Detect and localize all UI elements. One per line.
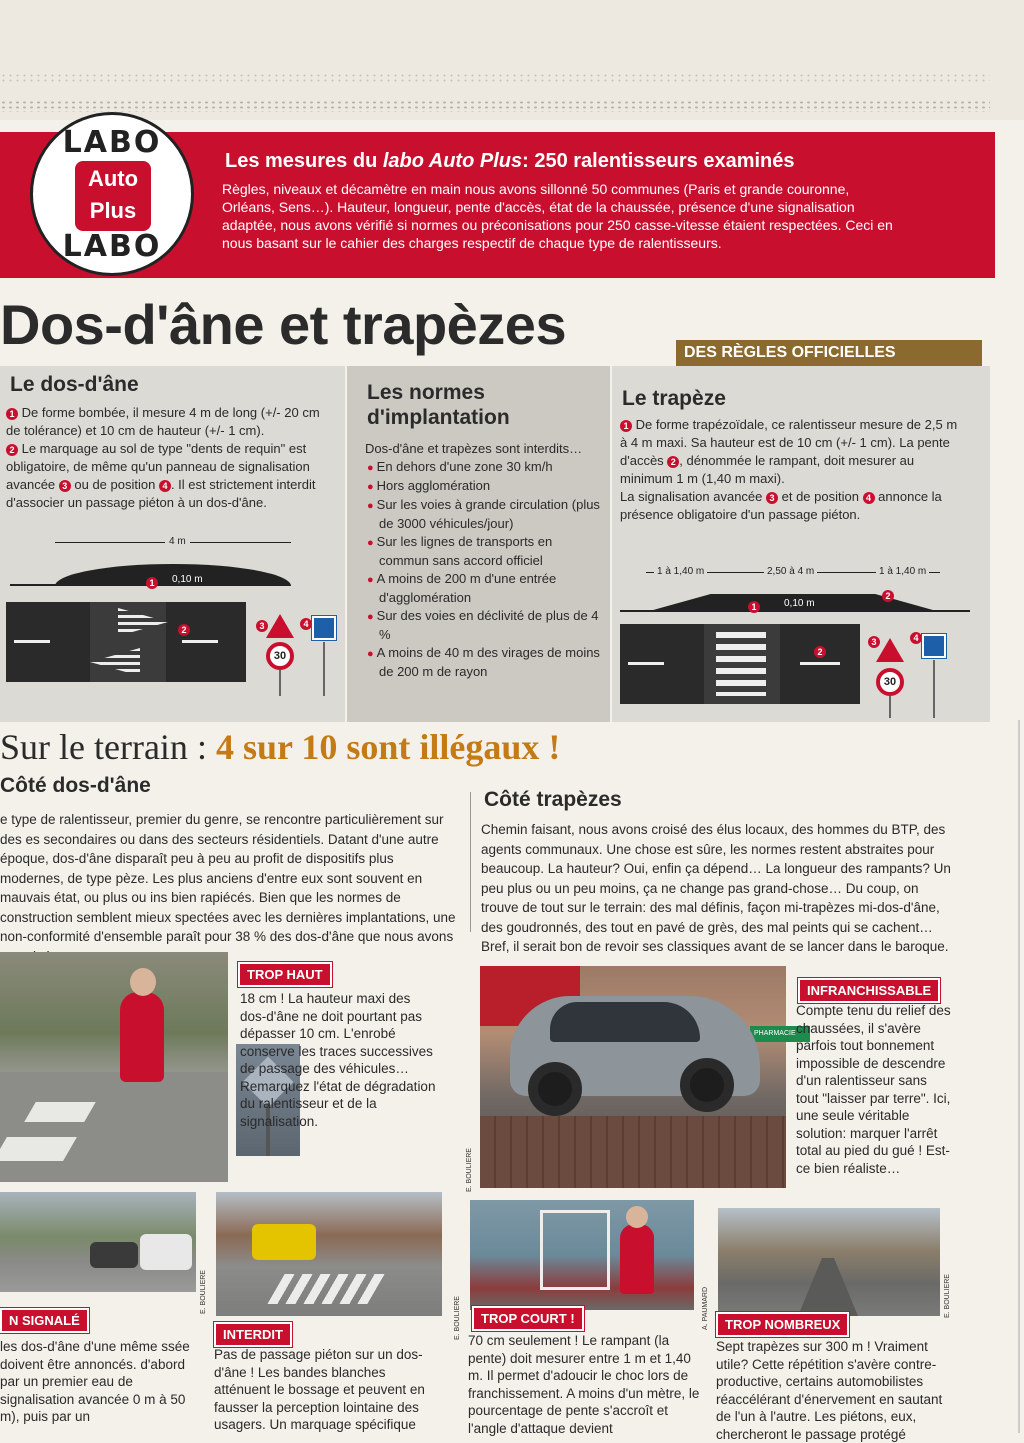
sign-post (279, 670, 281, 696)
photo-caption: Sept trapèzes sur 300 m ! Vraiment utile? Cette répétition s'avère contre-productive, certains automobilistes réaccélérant d'énervement en sautant de l'un à l'autre. Les piétons, eux, chercheront le passage protégé (716, 1339, 943, 1442)
barrier (540, 1210, 610, 1290)
photo-mal-signale (0, 1192, 196, 1292)
photo-trop-nombreux (718, 1208, 940, 1316)
section-title: Les normes d'implantation (367, 381, 510, 429)
logo-text: LABO (62, 229, 162, 264)
photo-caption: 70 cm seulement ! Le rampant (la pente) doit mesurer entre 1 m et 1,40 m. Il permet d'adoucir le choc lors de franchissement. A moins d'un mètre, le pourcentage de pente s'accroît et l'angle d'attaque devient (468, 1333, 700, 1436)
crosswalk-marking (267, 1274, 384, 1304)
sign-post (933, 660, 935, 718)
dimension-label: 1 à 1,40 m (654, 566, 707, 577)
photo-caption: 18 cm ! La hauteur maxi des dos-d'âne ne doit pourtant pas dépasser 10 cm. L'enrobé conserve les traces successives de passage des véhicules… Remarquez l'état de dégradation du ralentisseur et de la signalisation. (240, 991, 436, 1129)
banner-text: Règles, niveaux et décamètre en main nous avons sillonné 50 communes (Paris et grande couronne, Orléans, Sens…). Hauteur, longueur, pente d'accès, état de la chaussée, présence d'une signalisation adaptée, nous avons vérifié si normes ou préconisations pour 250 casse-vitesse étaient respectées. Ceci en nous basant sur le cahier des charges respectif de chaque type de ralentisseurs. (222, 181, 893, 251)
rules-badge: DES RÈGLES OFFICIELLES (676, 340, 982, 366)
speed-limit-sign: 30 (876, 668, 904, 696)
warning-sign-icon (266, 614, 294, 638)
height-marker: 1 (146, 573, 158, 591)
photo-trop-court (470, 1200, 694, 1310)
photo-credit: E. BOULIERE (466, 1148, 473, 1192)
banner-title: Les mesures du labo Auto Plus: 250 ralentisseurs examinés (225, 150, 795, 172)
number-badge: 4 (159, 480, 171, 492)
number-badge: 3 (256, 616, 268, 634)
dotted-rule (0, 73, 990, 83)
number-badge: 1 (6, 408, 18, 420)
number-badge: 4 (910, 628, 922, 646)
list-item: ● Sur les voies à grande circulation (plus de 3000 véhicules/jour) (367, 497, 600, 531)
photo-caption: Compte tenu du relief des chaussées, il s'avère parfois tout bonnement impossible de descendre d'un ralentisseur sans tout "laisser par terre". Ici, une seule véritable solution: marquer l'arrêt total au pied du gué ! Est-ce bien réaliste… (796, 1003, 951, 1176)
pharmacy-sign: PHARMACIE (750, 1026, 810, 1042)
dos-dane-panel (0, 366, 345, 722)
dimension-label: 0,10 m (172, 574, 203, 585)
ramp-marker: 2 (882, 586, 894, 604)
photo-credit: E. BOULIERE (200, 1270, 207, 1314)
height-marker: 1 (748, 597, 760, 615)
list-item: ● Sur les lignes de transports en commun sans accord officiel (367, 534, 553, 568)
page-title: Dos-d'âne et trapèzes (0, 293, 567, 356)
dimension-label: 1 à 1,40 m (876, 566, 929, 577)
list-item: ● En dehors d'une zone 30 km/h (367, 459, 553, 474)
road-surface (0, 1072, 228, 1182)
lane-marking (800, 662, 840, 665)
list-item: ● A moins de 200 m d'une entrée d'agglomération (367, 571, 557, 605)
marking-marker: 2 (814, 642, 826, 660)
sign-post (323, 642, 325, 696)
person-head (130, 968, 156, 996)
car-wheel (528, 1062, 582, 1116)
section-headline: Sur le terrain : 4 sur 10 sont illégaux ! (0, 727, 561, 767)
paved-speed-table (480, 1116, 786, 1188)
photo-interdit (216, 1192, 442, 1316)
position-sign-icon (922, 634, 946, 658)
lane-marking (628, 662, 664, 665)
photo-infranchissable (480, 966, 796, 1188)
car-window (550, 1002, 700, 1042)
page-edge (1018, 720, 1020, 1433)
section-intro: Dos-d'âne et trapèzes sont interdits… (365, 441, 583, 456)
car-wheel (680, 1058, 734, 1112)
lane-marking (14, 640, 50, 643)
article-text: e type de ralentisseur, premier du genre, se rencontre particulièrement sur des es secondaires ou dans des secteurs résidentiels. Datant d'une autre époque, dos-d'âne disparaît peu à peu au profit de dispositifs plus modernes, de type pèze. Les plus anciens d'entre eux sont souvent en mauvais état, ou plus ou ins bien rapiécés. Bien que les normes de construction semblent mieux spectées avec les dernières implantations, une non-conformité d'ensemble paraît pour 38 % des dos-d'âne que nous avons (0, 812, 456, 944)
marking-marker: 2 (178, 620, 190, 638)
parked-car (90, 1242, 138, 1268)
dimension-label: 0,10 m (784, 598, 815, 609)
article-text: Chemin faisant, nous avons croisé des élus locaux, des hommes du BTP, des agents communaux. Une chose est sûre, les normes restent abstraites pour beaucoup. La hauteur? Oui, enfin ça dépend… La longueur des rampants? Un peu plus ou un peu moins, ça ne change pas grand-chose… Du coup, on trouve de tout sur le terrain: des mal définis, façon mi-trapèzes mi-dos-d'âne, des goudronnés, des tout en pavé de grès, des mal peints qui se cachent… Bref, il serait bon de revoir ses classiques avant de se lancer dans le baroque. (481, 822, 951, 954)
road-perspective (798, 1258, 858, 1316)
road-plan (620, 624, 860, 704)
section-title: Le trapèze (622, 387, 726, 410)
number-badge: 3 (59, 480, 71, 492)
yellow-van (252, 1224, 316, 1260)
list-item: ● Sur des voies en déclivité de plus de 4 % (367, 608, 599, 642)
person-head (626, 1206, 648, 1228)
number-badge: 4 (300, 614, 312, 632)
logo-text: Auto (87, 166, 139, 191)
logo-text: LABO (62, 125, 162, 160)
dotted-rule (0, 100, 990, 112)
warning-sign-icon (876, 638, 904, 662)
photo-trop-haut (0, 952, 228, 1182)
sign-post (889, 696, 891, 718)
section-subtitle: Côté dos-d'âne (0, 774, 151, 797)
photo-tag: TROP HAUT (238, 962, 332, 987)
photo-tag: TROP NOMBREUX (716, 1312, 849, 1337)
photo-credit: E. BOULIERE (454, 1296, 461, 1340)
logo-text: Plus (89, 198, 137, 223)
normes-panel (347, 366, 610, 722)
list-item: ● A moins de 40 m des virages de moins de 200 m de rayon (367, 645, 600, 679)
dimension-label: 4 m (165, 536, 190, 547)
trapeze-panel (612, 366, 990, 722)
photo-caption: les dos-d'âne d'une même ssée doivent être annoncés. d'abord par un premier eau de signalisation avancée 0 m à 50 m), puis par un (0, 1339, 190, 1424)
person-figure (620, 1224, 654, 1294)
crosswalk-marking (716, 632, 766, 696)
lane-marking (182, 640, 218, 643)
photo-tag: INTERDIT (214, 1322, 292, 1347)
photo-tag: INFRANCHISSABLE (798, 978, 940, 1003)
number-badge: 3 (868, 632, 880, 650)
section-subtitle: Côté trapèzes (484, 788, 622, 811)
position-sign-icon (312, 616, 336, 640)
number-badge: 2 (6, 444, 18, 456)
photo-tag: TROP COURT ! (472, 1306, 584, 1331)
photo-tag: N SIGNALÉ (0, 1308, 89, 1333)
photo-credit: A. PAUMARD (702, 1286, 709, 1330)
section-text: 1 De forme trapézoïdale, ce ralentisseur mesure de 2,5 m à 4 m maxi. Sa hauteur est de 10 cm (+/- 1 cm). La pente d'accès 2 , dénommée le rampant, doit mesurer au minimum 1 m (1,40 m maxi). La signalisation avancée 3 et de position 4 annonce la présence obligatoire d'un passage piéton. (620, 417, 958, 522)
dimension-label: 2,50 à 4 m (764, 566, 817, 577)
speed-limit-sign: 30 (266, 642, 294, 670)
road-marking (24, 1102, 96, 1122)
column-divider (470, 792, 471, 932)
section-title: Le dos-d'âne (10, 373, 139, 396)
section-text: 1 De forme bombée, il mesure 4 m de long (+/- 20 cm de tolérance) et 10 cm de hauteur (+/- 1 cm). 2 Le marquage au sol de type "dents de requin" est obligatoire, de même qu'un panneau de signalisation avancée 3 ou de position 4 . Il est strictement interdit d'associer un passage piéton à un dos-d'âne. (6, 405, 320, 510)
road-plan (6, 602, 246, 682)
logo-badge (75, 161, 151, 231)
person-figure (120, 992, 164, 1082)
parked-van (140, 1234, 192, 1270)
list-item: ● Hors agglomération (367, 478, 491, 493)
labo-auto-plus-logo (30, 112, 194, 276)
photo-caption: Pas de passage piéton sur un dos-d'âne ! Les bandes blanches atténuent le bossage et peuvent en fausser la perception lointaine des usagers. Un marquage spécifique (214, 1347, 425, 1432)
norms-list (365, 458, 605, 681)
photo-credit: E. BOULIERE (944, 1274, 951, 1318)
